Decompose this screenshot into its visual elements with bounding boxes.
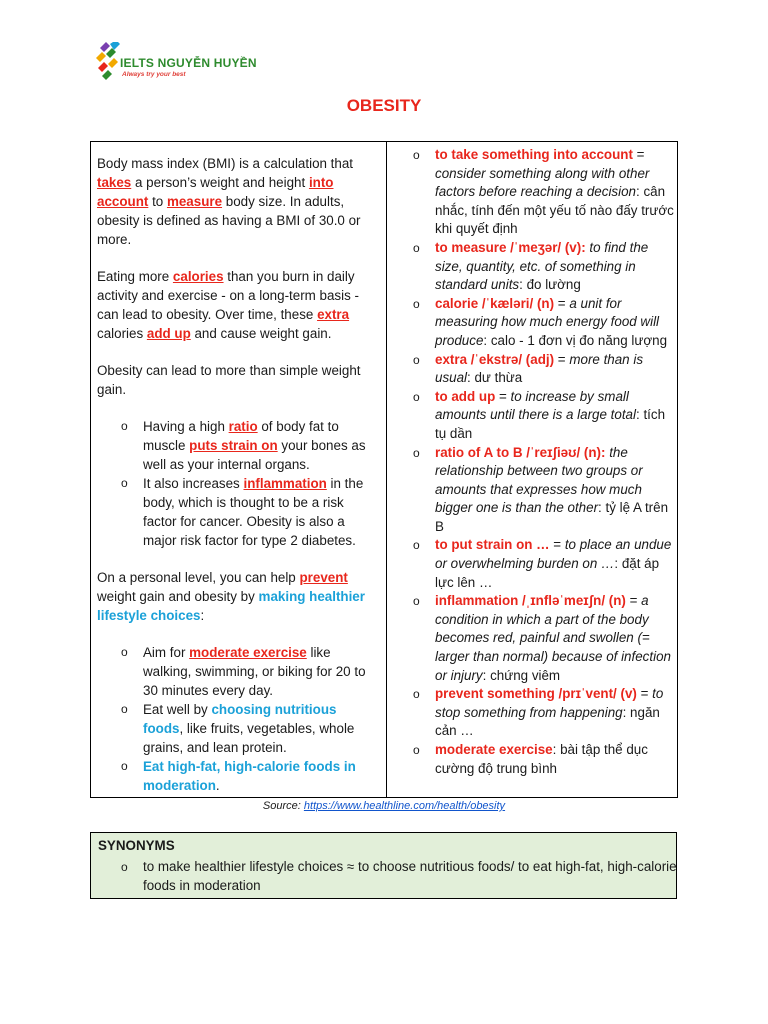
bullet-icon: o (413, 389, 420, 404)
vocab-translation: tích tụ dần (435, 407, 666, 441)
text: : (483, 332, 491, 348)
text: : (200, 608, 205, 623)
synonyms-title: SYNONYMS (98, 838, 175, 853)
list-item (121, 700, 377, 757)
keyword-inflammation: inflammation (243, 476, 327, 491)
bullet-icon: o (413, 594, 420, 609)
column-divider (386, 142, 387, 797)
brand-logo (96, 42, 266, 82)
vocab-item (413, 592, 678, 685)
text: , like fruits, vegetables, whole grains, and lean protein. (143, 721, 355, 755)
vocab-item (413, 536, 678, 592)
text: = (495, 388, 511, 404)
vocab-item (413, 295, 678, 351)
text: a person’s weight and height (131, 175, 309, 190)
vocab-definition: a condition in which a part of the body becomes red, painful and swollen (= larger than normal) because of infection or injury (435, 593, 671, 683)
vocab-item (413, 388, 678, 444)
keyword-takes: takes (97, 175, 132, 190)
synonym-text: to make healthier lifestyle choices ≈ to choose nutritious foods/ to eat high-fat, high-calorie foods in moderation (143, 859, 677, 893)
text: weight gain and obesity by (97, 589, 259, 604)
text: = (554, 295, 570, 311)
text: : (614, 556, 622, 572)
vocab-translation: đặt áp lực lên … (435, 556, 660, 590)
list-item (121, 474, 377, 550)
text: : (598, 500, 606, 516)
vocab-term: to add up (435, 388, 496, 404)
text: . (215, 778, 220, 793)
phrase-choosing-nutritious-foods: choosing nutritious foods (143, 702, 337, 736)
paragraph-bmi (97, 154, 377, 249)
list-item (121, 858, 693, 895)
keyword-add-up: add up (146, 326, 191, 341)
list-item (121, 643, 377, 700)
vocab-definition: to find the size, quantity, etc. of something in standard units (435, 239, 649, 293)
bullet-icon: o (121, 702, 128, 716)
reading-passage (97, 154, 377, 813)
keyword-prevent: prevent (299, 570, 348, 585)
logo-name: IELTS NGUYỄN HUYỀN (120, 56, 257, 70)
keyword-ratio: ratio (228, 419, 258, 434)
text: It also increases (143, 476, 244, 491)
vocab-term: inflammation /ˌɪnfləˈmeɪʃn/ (n) (435, 593, 626, 609)
vocab-definition: a unit for measuring how much energy food will produce (435, 295, 660, 348)
vocabulary-column (393, 146, 678, 778)
bullet-icon: o (413, 240, 420, 255)
page-title: OBESITY (346, 96, 422, 115)
bullet-icon: o (413, 148, 420, 162)
vocab-definition: to increase by small amounts until there is a large total (435, 388, 636, 423)
text: Aim for (143, 645, 190, 660)
bullet-icon: o (413, 445, 420, 460)
text: = (549, 537, 565, 553)
bullet-icon: o (121, 419, 128, 433)
keyword-measure: measure (166, 194, 223, 209)
vocab-item (413, 444, 678, 537)
paragraph-intro-risks: Obesity can lead to more than simple weight gain. (97, 363, 361, 397)
vocab-translation: cân nhắc, tính đến một yếu tố nào đấy trước khi quyết định (435, 184, 674, 237)
vocab-item (413, 351, 678, 388)
vocab-term: to take something into account (435, 147, 633, 162)
vocab-item (413, 239, 678, 295)
text: : (467, 370, 475, 386)
text: Having a high (143, 419, 229, 434)
vocabulary-list (393, 146, 678, 778)
bullet-icon: o (413, 538, 420, 553)
text: : (519, 277, 527, 293)
tips-list (97, 643, 377, 795)
bullet-icon: o (121, 860, 128, 874)
paragraph-calories (97, 267, 377, 343)
content-table (90, 141, 678, 798)
text: Body mass index (BMI) is a calculation that (97, 156, 354, 171)
vocab-item (413, 741, 678, 778)
vocab-translation: dư thừa (474, 370, 523, 386)
vocab-term: to measure /ˈmeʒər/ (v): (435, 239, 586, 255)
bullet-icon: o (121, 645, 128, 659)
vocab-definition: to stop something from happening (435, 686, 664, 720)
text: = (632, 147, 645, 162)
text: = (636, 686, 653, 702)
bullet-icon: o (121, 759, 128, 773)
vocab-translation: chứng viêm (490, 667, 561, 683)
text: Eat well by (143, 702, 212, 717)
vocab-translation: calo - 1 đơn vị đo năng lượng (490, 332, 668, 348)
text: in the body, which is thought to be a risk factor for cancer. Obesity is also a major risk factor for type 2 diabetes. (143, 476, 364, 548)
vocab-item (413, 685, 678, 741)
list-item (121, 417, 377, 474)
vocab-translation: đo lường (526, 277, 581, 293)
text: to (148, 194, 167, 209)
text: and cause weight gain. (190, 326, 332, 341)
text: than you burn in daily activity and exercise - on a long-term basis - can lead to obesity. Over time, these (97, 269, 359, 322)
vocab-definition: the relationship between two groups or amounts that expresses how much bigger one is than the other (435, 444, 643, 516)
synonyms-list (121, 858, 693, 895)
vocab-term: moderate exercise (435, 742, 553, 757)
source-label: Source: (262, 800, 304, 812)
text: Eating more (97, 269, 173, 284)
risk-list (97, 417, 377, 550)
keyword-into-account: into account (97, 175, 334, 209)
keyword-extra: extra (317, 307, 350, 322)
vocab-definition: more than is usual (435, 351, 644, 386)
text: : (482, 667, 491, 683)
vocab-term: calorie /ˈkæləri/ (n) (435, 295, 555, 311)
vocab-term: extra /ˈekstrə/ (adj) (435, 351, 555, 367)
text: your bones as well as your internal organs. (143, 438, 366, 472)
paragraph-prevention (97, 568, 377, 625)
vocab-translation: bài tập thể dục cường độ trung bình (435, 742, 648, 776)
vocab-translation: ngăn cản … (435, 704, 660, 739)
bullet-icon: o (413, 743, 420, 757)
text: : (635, 184, 644, 200)
keyword-calories: calories (172, 269, 224, 284)
text: : (622, 704, 631, 720)
vocab-definition: consider something along with other factors before reaching a decision (435, 165, 650, 200)
source-line (0, 800, 768, 812)
vocab-term: to put strain on … (435, 537, 550, 553)
text: : (635, 407, 644, 423)
text: of body fat to muscle (143, 419, 339, 453)
vocab-item (413, 146, 678, 239)
text: body size. In adults, obesity is defined as having a BMI of 30.0 or more. (97, 194, 361, 247)
vocab-definition: to place an undue or overwhelming burden on … (435, 537, 672, 572)
list-item (121, 757, 377, 795)
source-link[interactable]: https://www.healthline.com/health/obesity (303, 800, 506, 812)
text: : (552, 742, 561, 757)
text: like walking, swimming, or biking for 20 to 30 minutes every day. (143, 645, 366, 698)
vocab-translation: tỷ lệ A trên B (435, 500, 669, 534)
vocab-term: ratio of A to B /ˈreɪʃiəʊ/ (n): (435, 444, 606, 460)
bullet-icon: o (413, 687, 420, 702)
bullet-icon: o (413, 296, 420, 311)
text: = (625, 593, 642, 609)
bullet-icon: o (413, 352, 420, 367)
logo-tagline: Always try your best (122, 71, 186, 78)
bullet-icon: o (121, 476, 128, 490)
text: calories (97, 326, 147, 341)
keyword-puts-strain-on: puts strain on (189, 438, 278, 453)
phrase-making-healthier-choices: making healthier lifestyle choices (97, 589, 365, 623)
synonyms-box (90, 832, 677, 899)
keyword-moderate-exercise: moderate exercise (189, 645, 307, 660)
phrase-eat-in-moderation: Eat high-fat, high-calorie foods in moderation (143, 759, 356, 793)
text: = (554, 351, 570, 367)
vocab-term: prevent something /prɪˈvent/ (v) (435, 686, 637, 702)
text: On a personal level, you can help (97, 570, 300, 585)
